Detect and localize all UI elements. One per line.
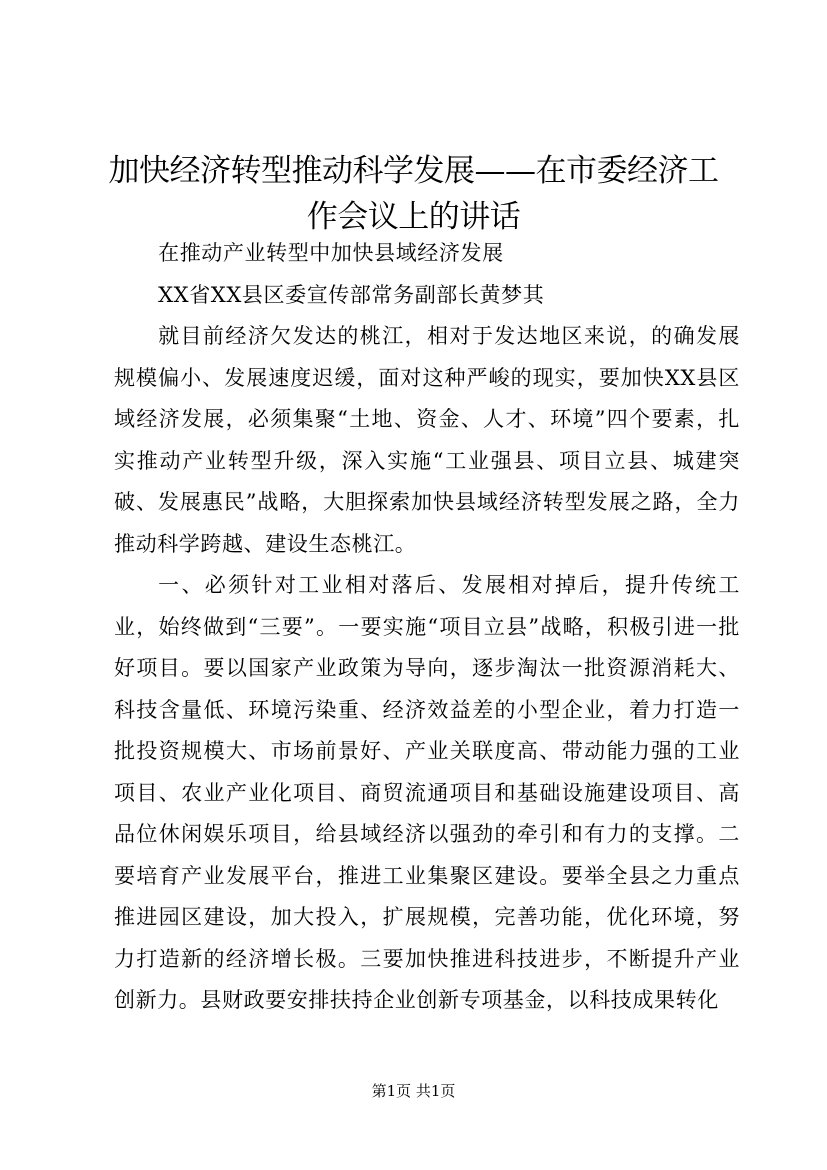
page-footer: 第1页 共1页 [371,1082,456,1100]
body-paragraph: 就目前经济欠发达的桃江，相对于发达地区来说，的确发展规模偏小、发展速度迟缓，面对这种严峻的现实，要加快XX县区域经济发展，必须集聚“土地、资金、人才、环境”四个要素，扎实推动产业转型升级，深入实施“工业强县、项目立县、城建突破、发展惠民”战略，大胆探索加快县域经济转型发展之路，全力推动科学跨越、建设生态桃江。 [114,324,740,556]
document-title: 加快经济转型推动科学发展——在市委经济工作会议上的讲话 [108,153,719,235]
author-paragraph: XX省XX县区委宣传部常务副部长黄梦其 [158,282,545,307]
subtitle-paragraph: 在推动产业转型中加快县域经济发展 [158,241,504,265]
body-paragraph: 一、必须针对工业相对落后、发展相对掉后，提升传统工业，始终做到“三要”。一要实施“项目立县”战略，积极引进一批好项目。要以国家产业政策为导向，逐步淘汰一批资源消耗大、科技含量低、环境污染重、经济效益差的小型企业，着力打造一批投资规模大、市场前景好、产业关联度高、带动能力强的工业项目、农业产业化项目、商贸流通项目和基础设施建设项目、高品位休闲娱乐项目，给县域经济以强劲的牵引和有力的支撑。二要培育产业发展平台，推进工业集聚区建设。要举全县之力重点推进园区建设，加大投入，扩展规模，完善功能，优化环境，努力打造新的经济增长极。三要加快推进科技进步，不断提升产业创新力。县财政要安排扶持企业创新专项基金，以科技成果转化 [114,573,740,1012]
document-body [114,233,740,1022]
